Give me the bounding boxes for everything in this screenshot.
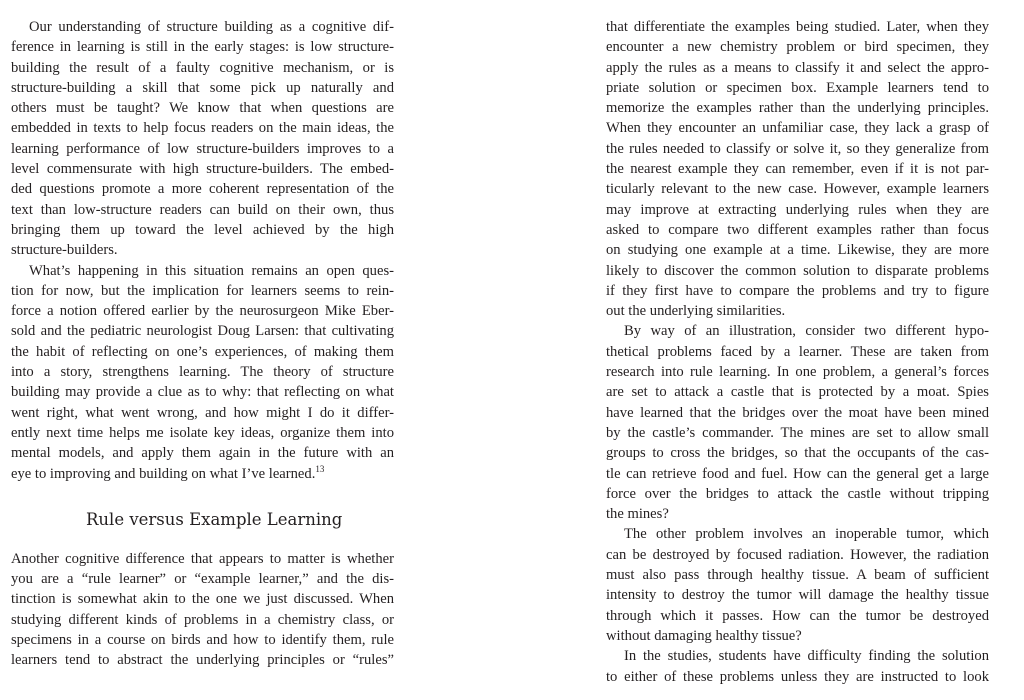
- right-paragraph-2: [606, 321, 989, 524]
- right-page: [606, 17, 989, 687]
- text-line: out the underlying similarities.: [606, 303, 786, 320]
- text-line: by the castle’s commander. The mines are set to allow small: [606, 424, 989, 441]
- text-line: embedded in texts to help focus readers on the main ideas, the: [11, 120, 394, 137]
- text-line: text than low-structure readers can build on their own, thus: [11, 201, 394, 218]
- text-line: When they encounter an unfamiliar case, they lack a grasp of: [606, 120, 989, 137]
- text-line: force a notion offered earlier by the neurosurgeon Mike Eber-: [11, 303, 394, 320]
- text-line: must also pass through healthy tissue. A beam of sufficient: [606, 567, 989, 584]
- text-line: went right, what went wrong, and how might I do it differ-: [11, 404, 394, 421]
- text-line: groups to cross the bridges, so that the occupants of the cas-: [606, 445, 989, 462]
- text-line: apply the rules as a means to classify it and select the appro-: [606, 59, 989, 76]
- text-line: to either of these problems unless they are instructed to look: [606, 668, 989, 685]
- text-line: learning performance of low structure-builders improves to a: [11, 140, 394, 157]
- section-heading: Rule versus Example Learning: [86, 509, 343, 529]
- text-line: the habit of reflecting on one’s experiences, of making them: [11, 343, 394, 360]
- text-line: force over the bridges to attack the castle without tripping: [606, 485, 989, 502]
- text-line-content: eye to improving and building on what I’ve learned.: [11, 465, 316, 482]
- text-line: ticularly relevant to the new case. However, example learners: [606, 181, 989, 198]
- text-line: have learned that the bridges over the moat have been mined: [606, 404, 989, 421]
- text-line: ently next time helps me isolate key ideas, organize them into: [11, 424, 394, 441]
- text-line: structure-building a skill that some pick up naturally and: [11, 79, 394, 96]
- text-line: can be destroyed by focused radiation. However, the radiation: [606, 546, 989, 563]
- text-line: tinction is somewhat akin to the one we just discussed. When: [11, 591, 394, 608]
- text-line: learners tend to abstract the underlying principles or “rules”: [11, 652, 394, 669]
- text-line: building may provide a clue as to why: that reflecting on what: [11, 384, 394, 401]
- text-line: asked to compare two different examples rather than focus: [606, 221, 989, 238]
- text-line: are set to attack a castle that is protected by a moat. Spies: [606, 384, 989, 401]
- text-line: others must be taught? We know that when questions are: [11, 100, 394, 117]
- text-line: Another cognitive difference that appears to matter is whether: [11, 550, 394, 567]
- text-line: level commensurate with high structure-builders. The embed-: [11, 161, 394, 178]
- text-line: on studying one example at a time. Likewise, they are more: [606, 242, 989, 259]
- text-line: into a story, strengthens learning. The theory of structure: [11, 364, 394, 381]
- text-line: thetical problems faced by a learner. These are taken from: [606, 343, 989, 360]
- text-line: sold and the pediatric neurologist Doug Larsen: that cultivating: [11, 323, 394, 340]
- text-line: that differentiate the examples being studied. Later, when they: [606, 19, 989, 35]
- text-line: the rules needed to classify or solve it, so they generalize from: [606, 140, 989, 157]
- text-line: tion for now, but the implication for learners seems to rein-: [11, 282, 394, 299]
- text-line: The other problem involves an inoperable tumor, which: [624, 526, 989, 543]
- text-line: encounter a new chemistry problem or bird specimen, they: [606, 39, 989, 56]
- text-line: ded questions promote a more coherent representation of the: [11, 181, 394, 198]
- text-line: studying different kinds of problems in a chemistry class, or: [11, 611, 394, 628]
- footnote-reference: 13: [315, 463, 325, 474]
- text-line: priate solution or specimen box. Example learners tend to: [606, 79, 989, 96]
- text-line: if they first have to compare the problems and try to figure: [606, 282, 989, 299]
- text-line: [11, 464, 394, 484]
- text-line: tle can retrieve food and fuel. How can the general get a large: [606, 465, 989, 482]
- text-line: mental models, and apply them again in the future with an: [11, 445, 394, 462]
- text-line: likely to discover the common solution to disparate problems: [606, 262, 989, 279]
- text-line: What’s happening in this situation remains an open ques-: [29, 262, 394, 279]
- right-paragraph-4: [606, 646, 989, 687]
- text-line: without damaging healthy tissue?: [606, 627, 802, 644]
- left-page: [11, 17, 394, 671]
- text-line: may improve at extracting underlying rules when they are: [606, 201, 989, 218]
- text-line: research into rule learning. In one problem, a general’s forces: [606, 364, 989, 381]
- text-line: building the result of a faulty cognitive mechanism, or is: [11, 59, 394, 76]
- text-line: specimens in a course on birds and how to identify them, rule: [11, 632, 394, 649]
- text-line: bringing them up toward the level achieved by the high: [11, 221, 394, 238]
- text-line: intensity to destroy the tumor will damage the healthy tissue: [606, 587, 989, 604]
- right-paragraph-1: [606, 17, 989, 321]
- text-line: you are a “rule learner” or “example learner,” and the dis-: [11, 571, 394, 588]
- text-line: through which it passes. How can the tumor be destroyed: [606, 607, 989, 624]
- text-line: the mines?: [606, 506, 669, 523]
- text-line: In the studies, students have difficulty finding the solution: [624, 648, 989, 665]
- text-line: structure-builders.: [11, 242, 118, 259]
- text-line: Our understanding of structure building as a cognitive dif-: [29, 19, 394, 35]
- left-paragraph-3: [11, 549, 394, 671]
- text-line: By way of an illustration, consider two different hypo-: [624, 323, 989, 340]
- right-paragraph-3: [606, 524, 989, 646]
- left-paragraph-2: [11, 261, 394, 484]
- text-line: memorize the examples rather than the underlying principles.: [606, 100, 989, 117]
- text-line: ference in learning is still in the early stages: is low structure-: [11, 39, 394, 56]
- left-paragraph-1: [11, 17, 394, 261]
- text-line: the nearest example they can remember, even if it is not par-: [606, 161, 989, 178]
